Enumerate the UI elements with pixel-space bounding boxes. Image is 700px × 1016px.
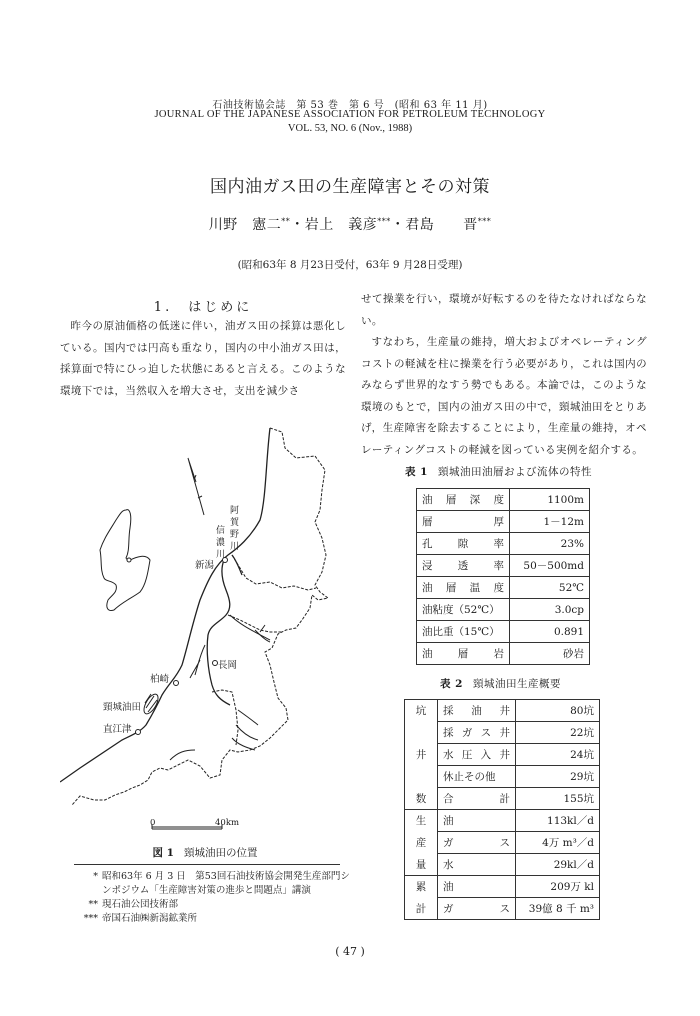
label-char: ス — [480, 727, 492, 739]
table-row — [417, 555, 590, 577]
label-kubiki-field: 頸城油田 — [103, 702, 142, 713]
group-label-cell: 坑 — [405, 700, 438, 722]
nagaoka-marker — [213, 661, 218, 666]
label-char: 隙 — [457, 538, 469, 550]
table-row — [405, 854, 600, 876]
property-value: 砂岩 — [510, 643, 590, 665]
property-label — [417, 533, 510, 555]
item-label — [438, 854, 516, 876]
label-char: 油 — [443, 815, 454, 827]
table2-number: 表 2 — [440, 678, 463, 690]
item-label — [438, 744, 516, 766]
item-value: 24坑 — [516, 744, 600, 766]
table1-number: 表 1 — [405, 466, 428, 478]
label-char: ス — [499, 903, 510, 915]
label-char: 度 — [493, 494, 504, 506]
author-list — [0, 214, 700, 234]
label-niigata: 新潟 — [195, 560, 215, 571]
label-char: 厚 — [493, 516, 504, 528]
label-char: ガ — [461, 727, 473, 739]
author-name: 川野 憲二 — [208, 217, 282, 233]
table1-caption — [405, 464, 592, 479]
journal-name-jp: 石油技術協会誌 第 53 巻 第 6 号 (昭和 63 年 11 月) — [212, 100, 488, 111]
label-char: 岩 — [493, 648, 504, 660]
item-value: 22坑 — [516, 722, 600, 744]
label-char: 浸 — [422, 560, 433, 572]
property-value: 1－12m — [510, 511, 590, 533]
label-char: 油粘度（52℃） — [422, 604, 500, 616]
author-mark: ** — [281, 217, 291, 226]
group-label-cell: 計 — [405, 898, 438, 920]
coastline — [60, 428, 270, 782]
property-label-text — [422, 646, 504, 661]
property-label-text — [422, 580, 504, 595]
footnote — [70, 912, 350, 926]
item-label — [438, 700, 516, 722]
group-label-cell — [405, 766, 438, 788]
label-agano-river: 阿賀野川 — [230, 506, 240, 552]
item-label — [438, 766, 516, 788]
page-number: ( 47 ) — [335, 945, 365, 958]
item-value: 29kl／d — [516, 854, 600, 876]
label-char: 温 — [469, 582, 481, 594]
label-char: 休止その他 — [443, 771, 496, 783]
table-row — [417, 511, 590, 533]
label-char: 度 — [493, 582, 504, 594]
label-char: 油 — [422, 648, 433, 660]
author-name: 君島 晋 — [405, 217, 478, 233]
north-arrow-icon — [188, 458, 204, 515]
item-value: 4万 m³／d — [516, 832, 600, 854]
footnote-text: 帝国石油㈱新潟鉱業所 — [102, 913, 198, 924]
property-label-text — [422, 514, 504, 529]
item-value: 39億 8 千 m³ — [516, 898, 600, 920]
label-char: 油 — [422, 582, 433, 594]
item-label — [438, 832, 516, 854]
footnotes — [70, 870, 350, 926]
group-label-cell: 量 — [405, 854, 438, 876]
item-value: 113kl／d — [516, 810, 600, 832]
table1-title: 頸城油田油層および流体の特性 — [437, 466, 592, 478]
footnote-text: 現石油公団技術部 — [102, 899, 179, 910]
footnote-divider — [74, 864, 340, 865]
production-summary-table — [404, 699, 600, 920]
table-row — [417, 577, 590, 599]
property-label — [417, 577, 510, 599]
footnote — [70, 870, 350, 898]
label-char: 層 — [445, 582, 457, 594]
table2-title: 頸城油田生産概要 — [472, 678, 561, 690]
table-row — [417, 621, 590, 643]
journal-name-en: JOURNAL OF THE JAPANESE ASSOCIATION FOR PETROLEUM TECHNOLOGY — [154, 109, 546, 120]
property-label — [417, 599, 510, 621]
group-label-cell — [405, 722, 438, 744]
label-char: 合 — [443, 793, 454, 805]
label-char: 深 — [469, 494, 481, 506]
item-value: 80坑 — [516, 700, 600, 722]
scale-start-label: 0 — [150, 818, 156, 828]
label-char: 率 — [493, 560, 504, 572]
property-value: 50－500md — [510, 555, 590, 577]
property-label-text — [422, 536, 504, 551]
reservoir-properties-table — [416, 488, 590, 665]
table-row — [417, 643, 590, 665]
item-value: 155坑 — [516, 788, 600, 810]
item-label — [438, 810, 516, 832]
property-label — [417, 621, 510, 643]
label-char: 水 — [443, 859, 454, 871]
label-char: 圧 — [461, 749, 473, 761]
table-row — [405, 722, 600, 744]
item-value: 209万 kl — [516, 876, 600, 898]
item-label — [438, 788, 516, 810]
property-label-text — [422, 558, 504, 573]
scale-end-label: 40km — [215, 818, 240, 828]
agano-river — [232, 555, 242, 575]
intro-paragraph-1: 昨今の原油価格の低迷に伴い，油ガス田の採算は悪化している。国内では円高も重なり，国内の中小油ガス田は，採算面で特にひっ迫した状態にあると言える。このような環境下では，当然収入を増大させ，支出を減少さ — [60, 320, 346, 397]
label-char: 井 — [499, 705, 510, 717]
received-date: (昭和63年 8 月23日受付，63年 9 月28日受理) — [237, 259, 463, 271]
label-char: 油 — [422, 494, 433, 506]
label-char: 計 — [499, 793, 510, 805]
item-value: 29坑 — [516, 766, 600, 788]
label-char: ス — [499, 837, 510, 849]
group-label-cell: 数 — [405, 788, 438, 810]
table-row — [405, 700, 600, 722]
footnote-text: 昭和63年 6 月 3 日 第53回石油技術協会開発生産部門シンポジウム「生産障害対策の進歩と問題点」講演 — [102, 871, 350, 896]
group-label-cell: 井 — [405, 744, 438, 766]
label-shinano-river: 信濃川 — [216, 526, 226, 560]
property-value: 3.0cp — [510, 599, 590, 621]
table-row — [417, 599, 590, 621]
group-label-cell: 生 — [405, 810, 438, 832]
property-value: 1100m — [510, 489, 590, 511]
author-separator: ・ — [390, 217, 406, 233]
figure1-title: 頸城油田の位置 — [183, 847, 258, 859]
label-char: 率 — [493, 538, 504, 550]
section-heading: 1. はじめに — [153, 300, 253, 315]
footnote-mark: *** — [83, 913, 98, 924]
label-char: 井 — [499, 749, 510, 761]
intro-paragraph-2: すなわち，生産量の維持，増大およびオペレーティングコストの軽減を柱に操業を行う必要があり，これは国内のみならず世界的なすう勢でもある。本論では，このような環境のもとで，国内の油ガス田の中で，頸城油田をとりあげ，生産障害を除去することにより，生産量の維持，オペレーティングコストの軽減を図っている実例を紹介する。 — [361, 336, 647, 456]
table-row — [405, 744, 600, 766]
sado-island-outline — [100, 510, 150, 611]
label-nagaoka: 長岡 — [218, 660, 238, 671]
property-value: 23% — [510, 533, 590, 555]
property-label-text — [422, 492, 504, 507]
property-label-text — [422, 624, 504, 639]
property-label-text — [422, 602, 504, 617]
table-row — [417, 533, 590, 555]
figure1-caption — [60, 845, 350, 860]
footnote — [70, 898, 350, 912]
label-char: 層 — [422, 516, 433, 528]
item-label — [438, 722, 516, 744]
table-row — [405, 810, 600, 832]
label-char: 採 — [443, 705, 454, 717]
table-row — [405, 898, 600, 920]
label-char: 層 — [445, 494, 457, 506]
group-label-cell: 累 — [405, 876, 438, 898]
location-map — [60, 420, 360, 860]
label-char: ガ — [443, 903, 454, 915]
label-char: 井 — [499, 727, 510, 739]
table2-caption — [440, 676, 561, 691]
label-char: 油 — [471, 705, 482, 717]
group-label-cell: 産 — [405, 832, 438, 854]
table-row — [417, 489, 590, 511]
table-row — [405, 832, 600, 854]
item-label — [438, 876, 516, 898]
property-label — [417, 555, 510, 577]
label-char: 層 — [457, 648, 469, 660]
footnote-mark: ** — [88, 899, 98, 910]
author-mark: *** — [477, 217, 492, 226]
label-char: ガ — [443, 837, 454, 849]
kashiwazaki-marker — [174, 681, 179, 686]
label-char: 入 — [480, 749, 492, 761]
table-row — [405, 876, 600, 898]
naoetsu-marker — [136, 730, 141, 735]
property-value: 52℃ — [510, 577, 590, 599]
label-kashiwazaki: 柏崎 — [150, 674, 170, 685]
label-char: 透 — [457, 560, 469, 572]
label-naoetsu: 直江津 — [103, 724, 132, 735]
author-mark: *** — [377, 217, 391, 226]
item-label — [438, 898, 516, 920]
label-char: 油比重（15℃） — [422, 626, 500, 638]
property-label — [417, 511, 510, 533]
intro-paragraph-1-cont: せて操業を行い，環境が好転するのを待たなければならない。 — [361, 293, 647, 327]
property-label — [417, 643, 510, 665]
label-char: 採 — [443, 727, 454, 739]
label-char: 油 — [443, 881, 454, 893]
figure1-number: 図 1 — [152, 847, 174, 859]
author-separator: ・ — [290, 217, 305, 233]
table-row — [405, 788, 600, 810]
label-char: 水 — [443, 749, 454, 761]
property-value: 0.891 — [510, 621, 590, 643]
journal-volume: VOL. 53, NO. 6 (Nov., 1988) — [287, 123, 413, 134]
scale-bar — [152, 824, 222, 829]
footnote-mark: * — [93, 871, 98, 882]
author-name: 岩上 義彦 — [304, 217, 378, 233]
shinano-river — [207, 560, 230, 705]
table-row — [405, 766, 600, 788]
property-label — [417, 489, 510, 511]
label-char: 孔 — [422, 538, 433, 550]
article-title: 国内油ガス田の生産障害とその対策 — [210, 177, 490, 197]
